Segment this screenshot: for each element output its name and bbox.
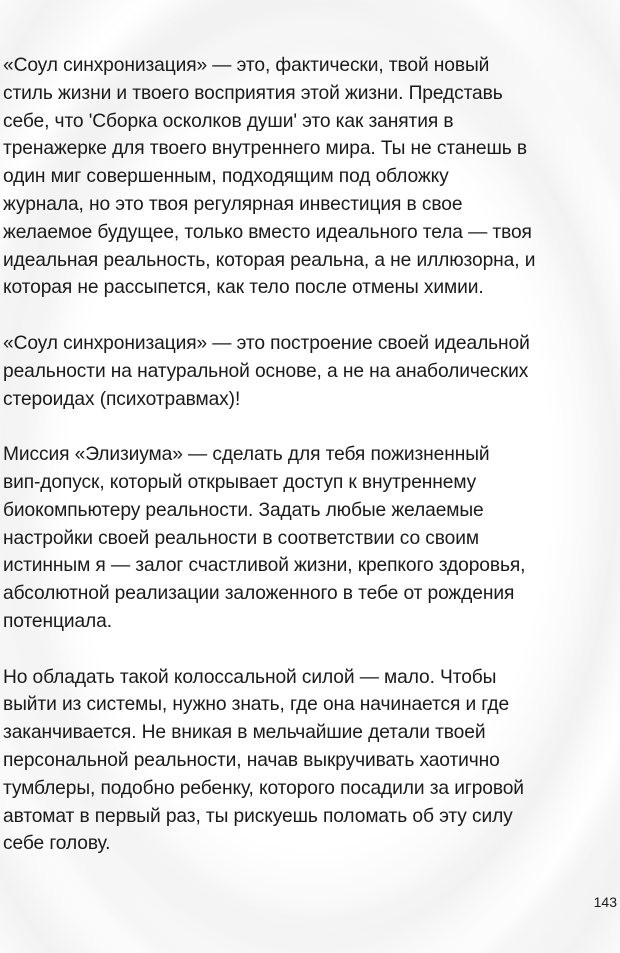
text-line: стиль жизни и твоего восприятия этой жизни. Представь xyxy=(3,82,503,104)
text-line: один миг совершенным, подходящим под обложку xyxy=(3,166,449,188)
text-line: тумблеры, подобно ребенку, которого посадили за игровой xyxy=(3,777,524,799)
text-line: журнала, но это твоя регулярная инвестиция в свое xyxy=(3,193,463,215)
text-line: себе голову. xyxy=(3,833,111,855)
paragraph-2 xyxy=(3,330,615,413)
page-number: 143 xyxy=(593,894,617,910)
text-line: потенциала. xyxy=(3,610,112,632)
text-line: персональной реальности, начав выкручивать хаотично xyxy=(3,749,500,771)
text-line: Миссия «Элизиума» — сделать для тебя пожизненный xyxy=(3,444,490,466)
text-line: себе, что 'Сборка осколков души' это как занятия в xyxy=(3,110,454,132)
text-line: желаемое будущее, только вместо идеального тела — твоя xyxy=(3,221,532,243)
text-line: идеальная реальность, которая реальна, а не иллюзорна, и xyxy=(3,249,536,271)
text-line: стероидах (психотравмах)! xyxy=(3,388,241,410)
text-line: настройки своей реальности в соответствии со своим xyxy=(3,527,479,549)
paragraph-4 xyxy=(3,664,615,859)
text-line: тренажерке для твоего внутреннего мира. Ты не станешь в xyxy=(3,138,527,160)
body-text xyxy=(3,52,615,886)
text-line: вип-допуск, который открывает доступ к внутреннему xyxy=(3,471,477,493)
text-line: «Соул синхронизация» — это, фактически, твой новый xyxy=(3,55,490,76)
paragraph-1 xyxy=(3,52,615,302)
text-line: которая не рассыпется, как тело после отмены химии. xyxy=(3,277,484,299)
text-line: автомат в первый раз, ты рискуешь поломать об эту силу xyxy=(3,805,513,827)
text-line: заканчивается. Не вникая в мельчайшие детали твоей xyxy=(3,722,486,744)
text-line: биокомпьютеру реальности. Задать любые желаемые xyxy=(3,499,484,521)
text-line: абсолютной реализации заложенного в тебе от рождения xyxy=(3,583,515,605)
text-line: истинным я — залог счастливой жизни, крепкого здоровья, xyxy=(3,555,526,577)
text-line: реальности на натуральной основе, а не на анаболических xyxy=(3,360,529,382)
text-line: Но обладать такой колоссальной силой — мало. Чтобы xyxy=(3,666,497,688)
text-line: выйти из системы, нужно знать, где она начинается и где xyxy=(3,694,510,716)
text-line: «Соул синхронизация» — это построение своей идеальной xyxy=(3,332,530,354)
paragraph-3 xyxy=(3,441,615,636)
